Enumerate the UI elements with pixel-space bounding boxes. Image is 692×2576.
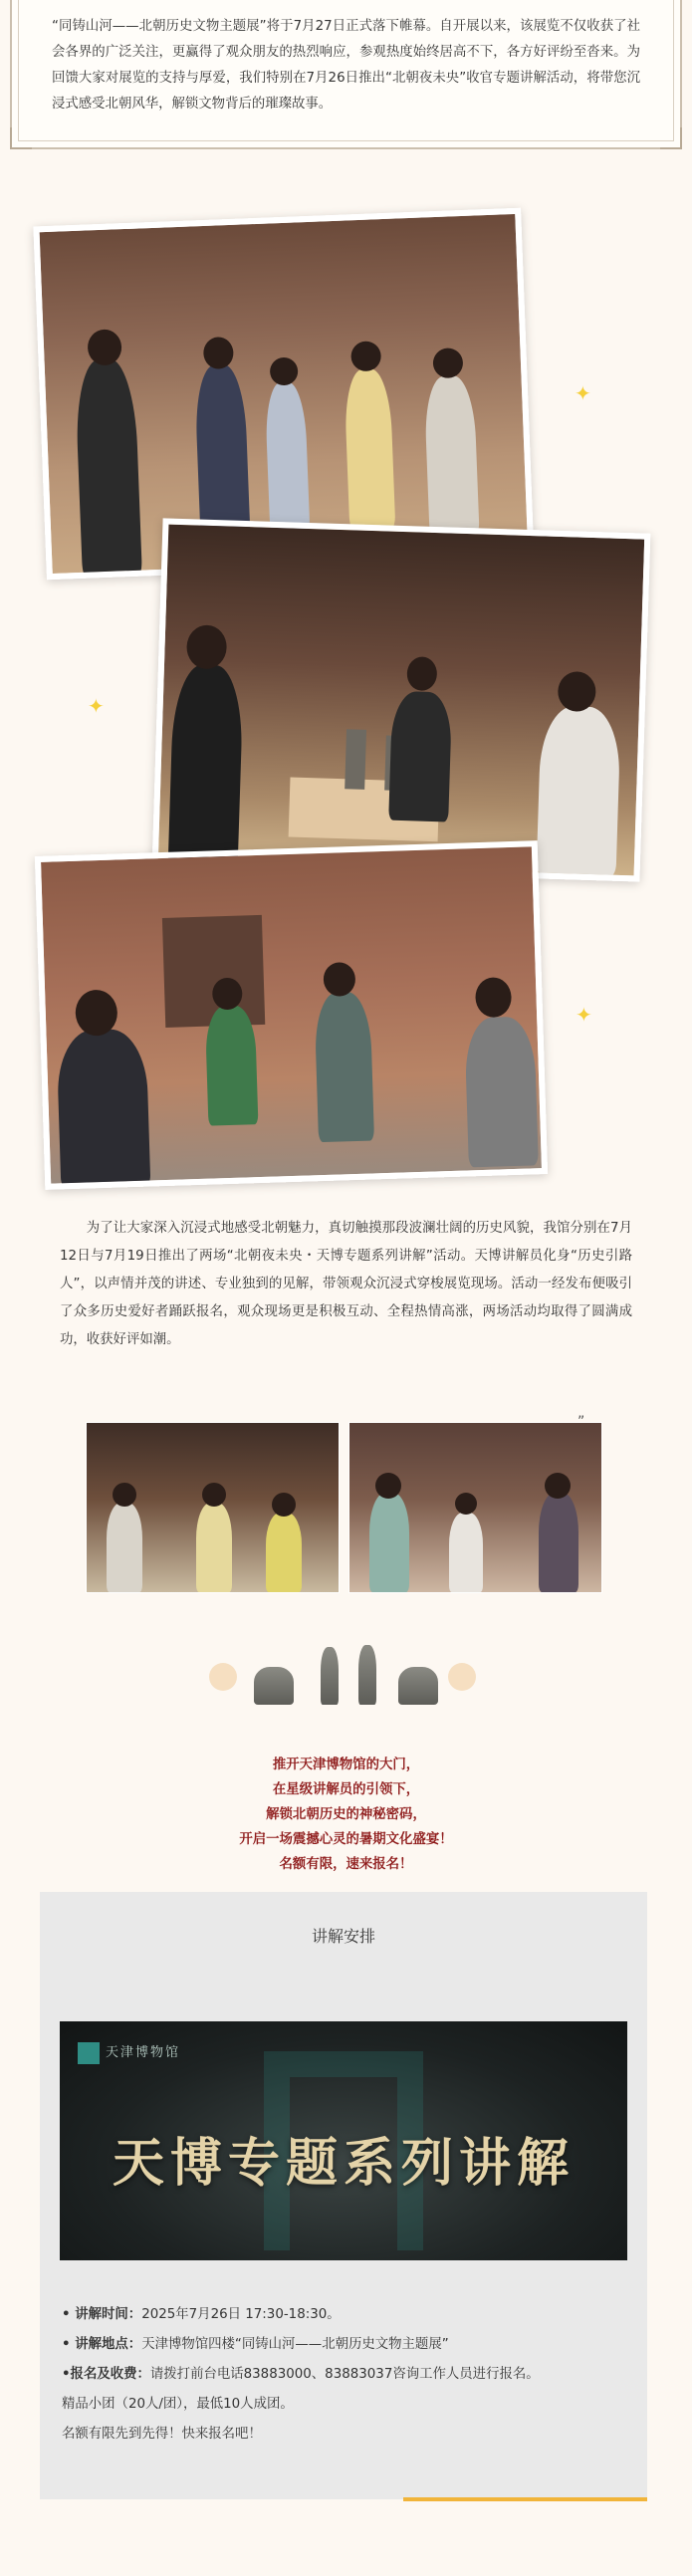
schedule-title: 讲解安排 <box>311 1927 375 1946</box>
corner-ornament <box>660 127 682 149</box>
info-hurry-note: 名额有限先到先得！快来报名吧！ <box>62 2427 262 2442</box>
star-icon: ✦ <box>575 381 591 405</box>
accent-bar <box>403 2497 647 2501</box>
star-icon: ✦ <box>576 1003 592 1027</box>
cta-line: 开启一场震撼心灵的暑期文化盛宴！ <box>239 1832 453 1847</box>
star-icon: ✦ <box>88 694 105 718</box>
event-photo-small-1 <box>86 1422 340 1593</box>
event-summary-paragraph: 为了让大家深入沉浸式地感受北朝魅力，真切触摸那段波澜壮阔的历史风貌，我馆分别在7月12日与7月19日推出了两场“北朝夜未央・天博专题系列讲解”活动。天博讲解员化身“历史引路人”，以声情并茂的讲述、专业独到的见解，带领观众沉浸式穿梭展览现场。活动一经发布便吸引了众多历史爱好者踊跃报名，观众现场更是积极互动、全程热情高涨，两场活动均取得了圆满成功，收获好评如潮。 <box>60 1221 632 1347</box>
cta-line: 推开天津博物馆的大门， <box>272 1757 420 1772</box>
artifact-decoration <box>209 1643 478 1713</box>
corner-ornament <box>10 127 32 149</box>
call-to-action <box>0 1753 692 1877</box>
cta-line: 在星级讲解员的引领下， <box>272 1782 420 1797</box>
info-value: 天津博物馆四楼“同铸山河——北朝历史文物主题展” <box>141 2337 449 2352</box>
museum-logo-mark <box>78 2042 100 2064</box>
info-label: •报名及收费： <box>62 2367 150 2382</box>
lecture-series-banner <box>60 2021 627 2260</box>
artifact-icon <box>398 1667 438 1705</box>
info-registration <box>62 2360 629 2390</box>
event-photo-3 <box>35 840 548 1190</box>
info-label: • 讲解时间： <box>62 2307 142 2322</box>
banner-title: 天博专题系列讲解 <box>112 2133 575 2194</box>
schedule-info <box>62 2300 629 2450</box>
info-group-size: 精品小团（20人/团），最低10人成团。 <box>62 2397 294 2412</box>
cta-line: 名额有限，速来报名！ <box>279 1857 413 1872</box>
quote-mark: ” <box>577 1414 585 1430</box>
artifact-icon <box>254 1667 294 1705</box>
event-photo-small-2 <box>348 1422 602 1593</box>
museum-logo <box>78 2041 180 2064</box>
info-value: 请拨打前台电话83883000、83883037咨询工作人员进行报名。 <box>149 2367 540 2382</box>
intro-text: “同铸山河——北朝历史文物主题展”将于7月27日正式落下帷幕。自开展以来，该展览不仅收获了社会各界的广泛关注，更赢得了观众朋友的热烈响应，参观热度始终居高不下，各方好评纷至沓来。为回馈大家对展览的支持与厚爱，我们特别在7月26日推出“北朝夜未央”收官专题讲解活动，将带您沉浸式感受北朝风华，解锁文物背后的璀璨故事。 <box>52 19 640 112</box>
info-time <box>62 2300 629 2330</box>
artifact-icon <box>358 1645 376 1705</box>
cta-line: 解锁北朝历史的神秘密码， <box>266 1807 426 1822</box>
museum-logo-text: 天津博物馆 <box>106 2045 181 2060</box>
event-photo-2 <box>152 518 651 881</box>
info-location <box>62 2330 629 2360</box>
schedule-section <box>40 1892 647 2499</box>
intro-card <box>10 0 682 149</box>
info-label: • 讲解地点： <box>62 2337 142 2352</box>
artifact-icon <box>321 1647 339 1705</box>
info-value: 2025年7月26日 17:30-18:30。 <box>141 2307 341 2322</box>
